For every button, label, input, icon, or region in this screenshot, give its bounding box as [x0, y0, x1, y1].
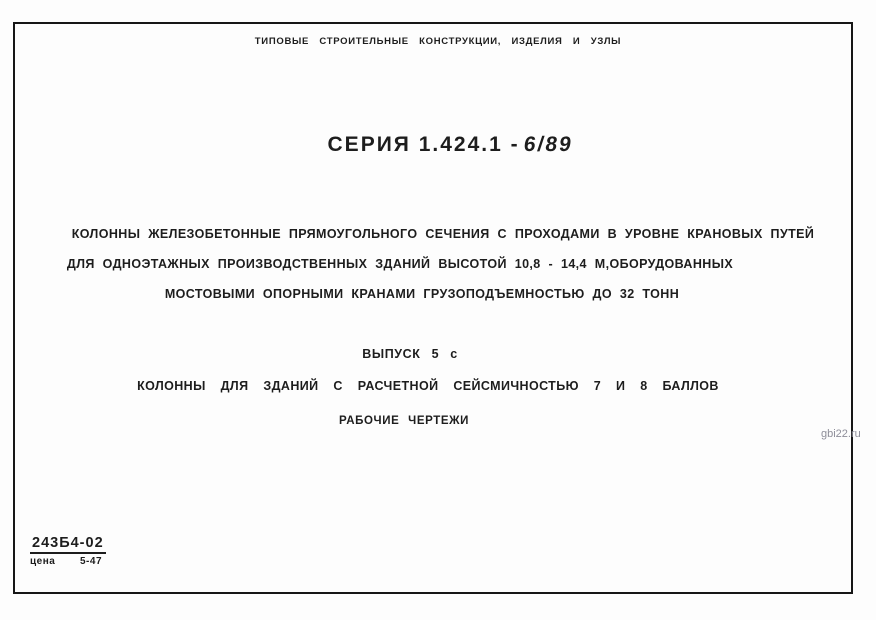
- page-border-frame: [13, 22, 853, 594]
- series-title: [12, 133, 876, 157]
- seismic-subtitle: КОЛОННЫ ДЛЯ ЗДАНИЙ С РАСЧЕТНОЙ СЕЙСМИЧНОСТЬЮ 7 И 8 БАЛЛОВ: [137, 379, 719, 393]
- stamp-price-value: 5-47: [79, 556, 102, 567]
- stamp-price-label: цена: [30, 556, 56, 567]
- title-line: МОСТОВЫМИ ОПОРНЫМИ КРАНАМИ ГРУЗОПОДЪЕМНОСТЬЮ ДО 32 ТОНН: [164, 287, 680, 301]
- series-issue-number: 6/89: [522, 133, 575, 156]
- price-stamp: [30, 534, 106, 567]
- series-label: СЕРИЯ 1.424.1 -: [327, 133, 520, 156]
- title-line: ДЛЯ ОДНОЭТАЖНЫХ ПРОИЗВОДСТВЕННЫХ ЗДАНИЙ ВЫСОТОЙ 10,8 - 14,4 М,ОБОРУДОВАННЫХ: [66, 257, 734, 271]
- doc-type-label: РАБОЧИЕ ЧЕРТЕЖИ: [338, 415, 469, 427]
- stamp-code: 243Б4-02: [30, 535, 106, 554]
- title-line: КОЛОННЫ ЖЕЛЕЗОБЕТОННЫЕ ПРЯМОУГОЛЬНОГО СЕЧЕНИЯ С ПРОХОДАМИ В УРОВНЕ КРАНОВЫХ ПУТЕЙ: [71, 227, 815, 241]
- stamp-price-row: [30, 556, 102, 567]
- issue-label: ВЫПУСК 5 с: [362, 347, 458, 361]
- site-watermark: gbi22.ru: [821, 428, 861, 440]
- document-category-header: ТИПОВЫЕ СТРОИТЕЛЬНЫЕ КОНСТРУКЦИИ, ИЗДЕЛИЯ И УЗЛЫ: [254, 36, 622, 47]
